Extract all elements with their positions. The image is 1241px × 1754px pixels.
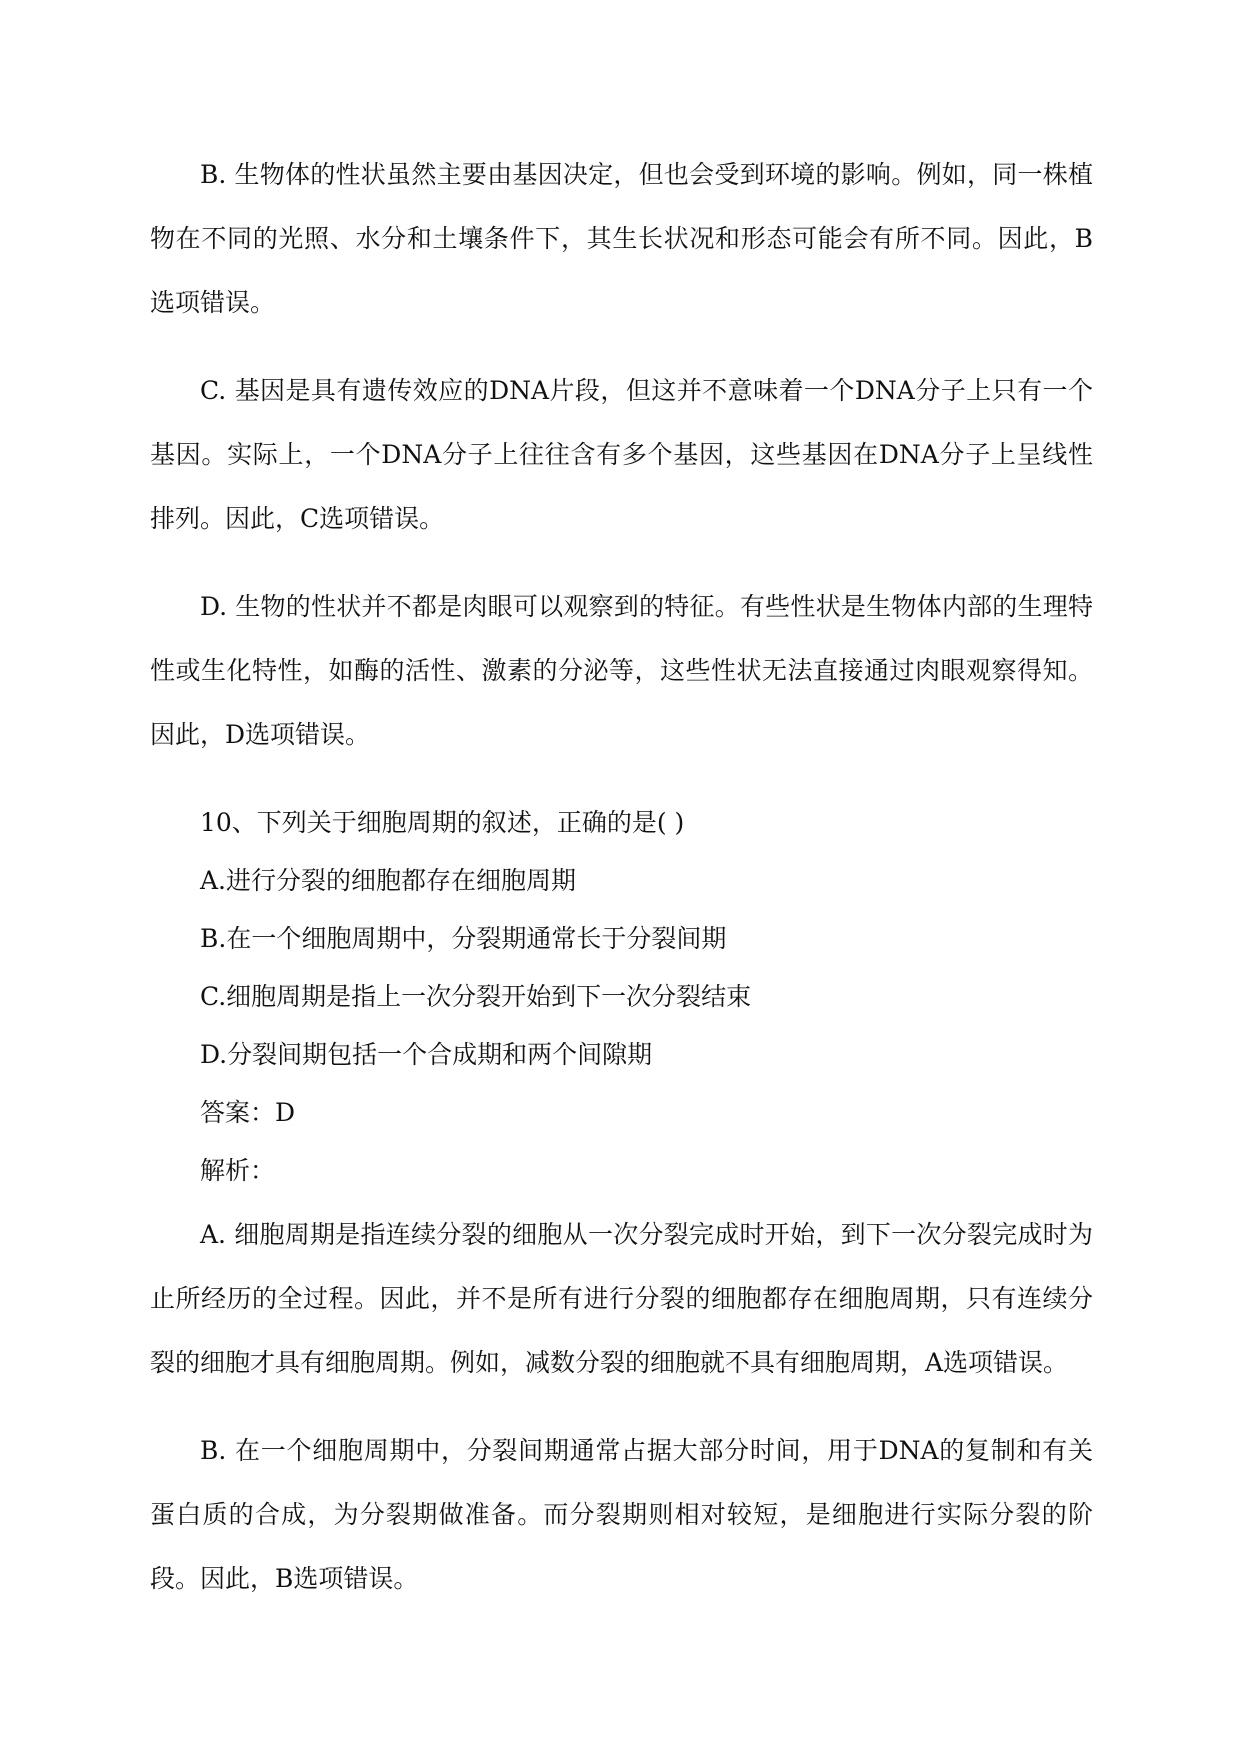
explanation-paragraph-b: B. 生物体的性状虽然主要由基因决定，但也会受到环境的影响。例如，同一株植物在不同的光照、水分和土壤条件下，其生长状况和形态可能会有所不同。因此，B选项错误。 — [150, 160, 1093, 317]
analysis-paragraph-a: A. 细胞周期是指连续分裂的细胞从一次分裂完成时开始，到下一次分裂完成时为止所经历的全过程。因此，并不是所有进行分裂的细胞都存在细胞周期，只有连续分裂的细胞才具有细胞周期。例如，减数分裂的细胞就不具有细胞周期，A选项错误。 — [150, 1220, 1093, 1377]
document-page — [150, 143, 1093, 1635]
explanation-paragraph-d: D. 生物的性状并不都是肉眼可以观察到的特征。有些性状是生物体内部的生理特性或生化特性，如酶的活性、激素的分泌等，这些性状无法直接通过肉眼观察得知。因此，D选项错误。 — [150, 592, 1093, 749]
option-b: B.在一个细胞周期中，分裂期通常长于分裂间期 — [200, 924, 727, 953]
option-c: C.细胞周期是指上一次分裂开始到下一次分裂结束 — [200, 982, 752, 1011]
answer-line: 答案：D — [200, 1098, 296, 1127]
option-a: A.进行分裂的细胞都存在细胞周期 — [200, 866, 577, 895]
analysis-label: 解析： — [200, 1156, 276, 1185]
option-d: D.分裂间期包括一个合成期和两个间隙期 — [200, 1040, 653, 1069]
analysis-paragraph-b: B. 在一个细胞周期中，分裂间期通常占据大部分时间，用于DNA的复制和有关蛋白质的合成，为分裂期做准备。而分裂期则相对较短，是细胞进行实际分裂的阶段。因此，B选项错误。 — [150, 1436, 1093, 1593]
explanation-paragraph-c: C. 基因是具有遗传效应的DNA片段，但这并不意味着一个DNA分子上只有一个基因。实际上，一个DNA分子上往往含有多个基因，这些基因在DNA分子上呈线性排列。因此，C选项错误。 — [150, 376, 1093, 533]
question-stem: 10、下列关于细胞周期的叙述，正确的是( ) — [200, 808, 685, 837]
